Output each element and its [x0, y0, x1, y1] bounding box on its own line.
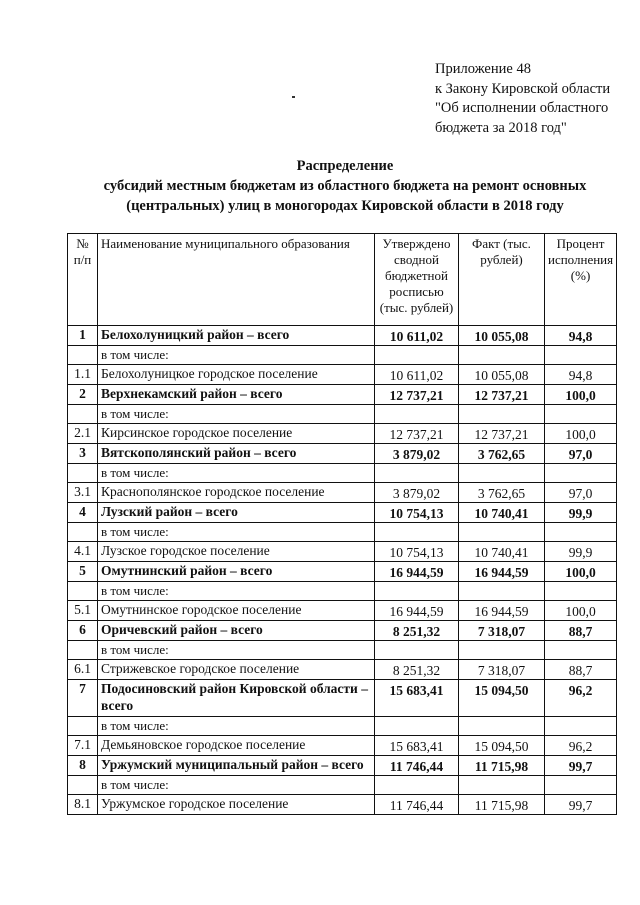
- cell-fact: 12 737,21: [459, 385, 545, 405]
- table-row: [68, 542, 617, 562]
- cell-num: [68, 523, 98, 542]
- table-row: [68, 736, 617, 756]
- cell-approved: 8 251,32: [375, 621, 459, 641]
- table-body: [68, 326, 617, 815]
- cell-fact: 10 055,08: [459, 365, 545, 385]
- cell-approved: 12 737,21: [375, 424, 459, 444]
- cell-percent: 99,7: [545, 795, 617, 815]
- cell-approved: 15 683,41: [375, 680, 459, 717]
- cell-fact: [459, 405, 545, 424]
- cell-percent: 100,0: [545, 562, 617, 582]
- cell-fact: 10 740,41: [459, 503, 545, 523]
- cell-num: 5.1: [68, 601, 98, 621]
- table-row: [68, 523, 617, 542]
- appendix-line-2: к Закону Кировской области: [435, 80, 611, 97]
- cell-name: Белохолуницкое городское поселение: [98, 365, 375, 385]
- table-row: [68, 582, 617, 601]
- cell-fact: 10 055,08: [459, 326, 545, 346]
- cell-num: [68, 464, 98, 483]
- cell-percent: 96,2: [545, 736, 617, 756]
- cell-percent: 97,0: [545, 444, 617, 464]
- cell-fact: [459, 776, 545, 795]
- cell-num: [68, 717, 98, 736]
- cell-percent: 100,0: [545, 385, 617, 405]
- cell-percent: [545, 776, 617, 795]
- cell-percent: 96,2: [545, 680, 617, 717]
- cell-fact: 11 715,98: [459, 795, 545, 815]
- table-row: [68, 385, 617, 405]
- cell-num: 4.1: [68, 542, 98, 562]
- cell-name: Стрижевское городское поселение: [98, 660, 375, 680]
- cell-num: [68, 641, 98, 660]
- cell-num: 5: [68, 562, 98, 582]
- cell-name: Верхнекамский район – всего: [98, 385, 375, 405]
- table-row: [68, 346, 617, 365]
- header-approved: Утверждено сводной бюджетной росписью (тыс. рублей): [375, 234, 459, 326]
- cell-percent: 99,9: [545, 542, 617, 562]
- cell-name: Демьяновское городское поселение: [98, 736, 375, 756]
- cell-percent: 88,7: [545, 660, 617, 680]
- cell-num: 8.1: [68, 795, 98, 815]
- cell-fact: 15 094,50: [459, 680, 545, 717]
- cell-num: 1: [68, 326, 98, 346]
- cell-percent: [545, 641, 617, 660]
- cell-name: в том числе:: [98, 717, 375, 736]
- cell-fact: [459, 641, 545, 660]
- cell-percent: 94,8: [545, 326, 617, 346]
- cell-name: Белохолуницкий район – всего: [98, 326, 375, 346]
- cell-num: 8: [68, 756, 98, 776]
- table-row: [68, 621, 617, 641]
- cell-approved: 11 746,44: [375, 795, 459, 815]
- cell-name: в том числе:: [98, 405, 375, 424]
- cell-percent: 94,8: [545, 365, 617, 385]
- cell-approved: 10 754,13: [375, 542, 459, 562]
- cell-fact: 15 094,50: [459, 736, 545, 756]
- cell-approved: [375, 582, 459, 601]
- table-row: [68, 365, 617, 385]
- cell-approved: 12 737,21: [375, 385, 459, 405]
- document-title: [50, 156, 640, 216]
- cell-num: [68, 776, 98, 795]
- cell-fact: [459, 523, 545, 542]
- cell-fact: 7 318,07: [459, 621, 545, 641]
- header-name: Наименование муниципального образования: [98, 234, 375, 326]
- title-line-3: (центральных) улиц в моногородах Кировской области в 2018 году: [126, 198, 564, 214]
- cell-name: Уржумский муниципальный район – всего: [98, 756, 375, 776]
- cell-approved: [375, 641, 459, 660]
- appendix-line-4: бюджета за 2018 год": [435, 119, 567, 136]
- header-percent: Процент исполнения (%): [545, 234, 617, 326]
- header-fact: Факт (тыс. рублей): [459, 234, 545, 326]
- cell-name: Подосиновский район Кировской области – всего: [98, 680, 375, 717]
- cell-num: 1.1: [68, 365, 98, 385]
- table-row: [68, 444, 617, 464]
- cell-num: 2.1: [68, 424, 98, 444]
- table-row: [68, 680, 617, 717]
- cell-approved: [375, 523, 459, 542]
- cell-num: 7.1: [68, 736, 98, 756]
- cell-percent: 88,7: [545, 621, 617, 641]
- table-row: [68, 405, 617, 424]
- cell-approved: 10 754,13: [375, 503, 459, 523]
- table-row: [68, 562, 617, 582]
- cell-name: Уржумское городское поселение: [98, 795, 375, 815]
- cell-approved: 15 683,41: [375, 736, 459, 756]
- cell-fact: [459, 717, 545, 736]
- cell-name: Лузское городское поселение: [98, 542, 375, 562]
- table-row: [68, 483, 617, 503]
- cell-percent: [545, 717, 617, 736]
- cell-num: [68, 582, 98, 601]
- appendix-header: [435, 60, 610, 138]
- cell-approved: 10 611,02: [375, 326, 459, 346]
- cell-approved: [375, 405, 459, 424]
- cell-fact: [459, 464, 545, 483]
- cell-name: в том числе:: [98, 582, 375, 601]
- cell-percent: 100,0: [545, 424, 617, 444]
- cell-name: Оричевский район – всего: [98, 621, 375, 641]
- cell-num: 3: [68, 444, 98, 464]
- table-header-row: [68, 234, 617, 326]
- subsidy-table: [67, 233, 617, 815]
- cell-fact: [459, 346, 545, 365]
- cell-percent: 99,9: [545, 503, 617, 523]
- cell-name: Кирсинское городское поселение: [98, 424, 375, 444]
- cell-fact: 16 944,59: [459, 562, 545, 582]
- cell-percent: [545, 464, 617, 483]
- cell-name: Вятскополянский район – всего: [98, 444, 375, 464]
- cell-approved: [375, 776, 459, 795]
- cell-name: в том числе:: [98, 346, 375, 365]
- cell-num: [68, 346, 98, 365]
- cell-approved: [375, 464, 459, 483]
- cell-num: 6: [68, 621, 98, 641]
- table-row: [68, 641, 617, 660]
- cell-approved: 16 944,59: [375, 601, 459, 621]
- cell-num: 3.1: [68, 483, 98, 503]
- cell-approved: [375, 346, 459, 365]
- cell-fact: 11 715,98: [459, 756, 545, 776]
- table-row: [68, 756, 617, 776]
- title-line-2: субсидий местным бюджетам из областного бюджета на ремонт основных: [103, 178, 587, 194]
- table-row: [68, 424, 617, 444]
- cell-fact: 3 762,65: [459, 483, 545, 503]
- cell-approved: 11 746,44: [375, 756, 459, 776]
- table-row: [68, 503, 617, 523]
- cell-approved: 10 611,02: [375, 365, 459, 385]
- table-row: [68, 326, 617, 346]
- cell-percent: [545, 582, 617, 601]
- appendix-line-3: "Об исполнении областного: [435, 100, 609, 116]
- cell-fact: 10 740,41: [459, 542, 545, 562]
- scan-speck: [292, 96, 295, 98]
- cell-name: в том числе:: [98, 641, 375, 660]
- cell-fact: [459, 582, 545, 601]
- cell-percent: 100,0: [545, 601, 617, 621]
- cell-name: Краснополянское городское поселение: [98, 483, 375, 503]
- cell-num: 4: [68, 503, 98, 523]
- cell-num: 7: [68, 680, 98, 717]
- cell-fact: 3 762,65: [459, 444, 545, 464]
- cell-name: Омутнинский район – всего: [98, 562, 375, 582]
- cell-fact: 12 737,21: [459, 424, 545, 444]
- table-row: [68, 660, 617, 680]
- cell-name: в том числе:: [98, 776, 375, 795]
- cell-num: [68, 405, 98, 424]
- cell-approved: 8 251,32: [375, 660, 459, 680]
- cell-approved: 3 879,02: [375, 444, 459, 464]
- cell-fact: 16 944,59: [459, 601, 545, 621]
- cell-percent: [545, 346, 617, 365]
- cell-name: Лузский район – всего: [98, 503, 375, 523]
- cell-name: в том числе:: [98, 523, 375, 542]
- cell-num: 2: [68, 385, 98, 405]
- title-line-1: Распределение: [296, 158, 394, 174]
- cell-approved: 3 879,02: [375, 483, 459, 503]
- cell-percent: 97,0: [545, 483, 617, 503]
- cell-approved: [375, 717, 459, 736]
- cell-percent: [545, 405, 617, 424]
- table-row: [68, 776, 617, 795]
- cell-name: Омутнинское городское поселение: [98, 601, 375, 621]
- table-row: [68, 464, 617, 483]
- cell-percent: [545, 523, 617, 542]
- table-row: [68, 795, 617, 815]
- appendix-line-1: Приложение 48: [435, 61, 531, 77]
- cell-name: в том числе:: [98, 464, 375, 483]
- header-num: № п/п: [68, 234, 98, 326]
- cell-num: 6.1: [68, 660, 98, 680]
- cell-approved: 16 944,59: [375, 562, 459, 582]
- table-row: [68, 717, 617, 736]
- table-row: [68, 601, 617, 621]
- cell-percent: 99,7: [545, 756, 617, 776]
- cell-fact: 7 318,07: [459, 660, 545, 680]
